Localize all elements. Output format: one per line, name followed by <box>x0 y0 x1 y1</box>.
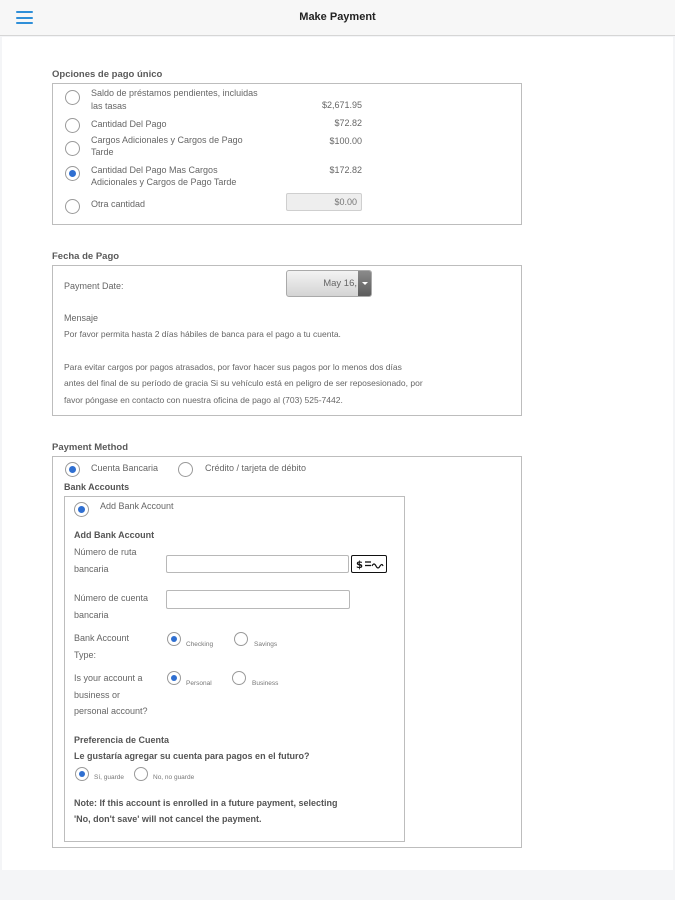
add-bank-account-radio[interactable] <box>74 502 89 517</box>
business-label: Business <box>252 680 279 687</box>
message-title: Mensaje <box>64 313 99 323</box>
routing-number-label-1: Número de ruta <box>74 547 137 557</box>
bank-account-method-label: Cuenta Bancaria <box>91 463 159 473</box>
account-owner-label-1: Is your account a <box>74 673 143 683</box>
option-payment-amount-label: Cantidad Del Pago <box>91 119 167 129</box>
account-owner-label-3: personal account? <box>74 706 148 716</box>
add-bank-account-option-label: Add Bank Account <box>100 501 174 511</box>
option-payment-amount-radio[interactable] <box>65 118 80 133</box>
option-payment-plus-fees-label-2: Adicionales y Cargos de Pago Tarde <box>91 177 237 187</box>
add-bank-account-title: Add Bank Account <box>74 530 155 540</box>
option-fees-radio[interactable] <box>65 141 80 156</box>
option-fees-label-1: Cargos Adicionales y Cargos de Pago <box>91 135 243 145</box>
late-fee-warning-line-3: favor póngase en contacto con nuestra oficina de pago al (703) 525-7442. <box>64 395 343 405</box>
save-no-label: No, no guarde <box>153 774 195 781</box>
save-yes-label: Sí, guarde <box>94 774 124 781</box>
save-no-radio[interactable] <box>134 767 148 781</box>
one-time-options-label: Opciones de pago único <box>52 69 163 80</box>
note-line-1: Note: If this account is enrolled in a future payment, selecting <box>74 798 338 808</box>
option-outstanding-balance-amount: $2,671.95 <box>321 100 362 110</box>
payment-date-value: May 16, <box>323 278 357 289</box>
account-owner-label-2: business or <box>74 690 121 700</box>
check-scan-icon-dollar: $ <box>356 560 363 571</box>
option-payment-plus-fees-radio[interactable] <box>65 166 80 181</box>
routing-number-input[interactable] <box>166 555 349 573</box>
option-other-amount-label: Otra cantidad <box>91 199 146 209</box>
option-other-amount-radio[interactable] <box>65 199 80 214</box>
check-scan-icon[interactable] <box>351 555 387 573</box>
account-number-input[interactable] <box>166 590 350 609</box>
savings-radio[interactable] <box>234 632 248 646</box>
page-title: Make Payment <box>299 11 376 23</box>
checking-label: Checking <box>186 641 214 648</box>
save-yes-radio[interactable] <box>75 767 89 781</box>
late-fee-warning-line-2: antes del final de su período de gracia Si su vehículo está en peligro de ser reposesionado, por <box>64 378 423 388</box>
option-fees-label-2: Tarde <box>91 147 114 157</box>
personal-label: Personal <box>186 680 212 687</box>
option-outstanding-balance-label-2: las tasas <box>91 101 127 111</box>
bank-account-method-radio[interactable] <box>65 462 80 477</box>
late-fee-warning-line-1: Para evitar cargos por pagos atrasados, por favor hacer sus pagos por lo menos dos días <box>64 362 402 372</box>
payment-date-picker[interactable] <box>286 270 372 297</box>
option-payment-plus-fees-label-1: Cantidad Del Pago Mas Cargos <box>91 165 218 175</box>
note-line-2: 'No, don't save' will not cancel the payment. <box>74 814 262 824</box>
routing-number-label-2: bancaria <box>74 564 109 574</box>
option-payment-amount-amount: $72.82 <box>334 118 362 128</box>
personal-radio[interactable] <box>167 671 181 685</box>
top-bar <box>0 0 675 36</box>
chevron-down-icon <box>358 271 371 296</box>
payment-date-label: Payment Date: <box>64 281 124 291</box>
option-payment-plus-fees-amount: $172.82 <box>329 165 362 175</box>
option-outstanding-balance-radio[interactable] <box>65 90 80 105</box>
checking-radio[interactable] <box>167 632 181 646</box>
account-number-label-2: bancaria <box>74 610 109 620</box>
business-radio[interactable] <box>232 671 246 685</box>
option-fees-amount: $100.00 <box>329 136 362 146</box>
card-method-label: Crédito / tarjeta de débito <box>205 463 307 473</box>
account-type-label-2: Type: <box>74 650 97 660</box>
payment-date-section-label: Fecha de Pago <box>52 251 120 262</box>
save-account-question: Le gustaría agregar su cuenta para pagos en el futuro? <box>74 751 310 761</box>
message-text: Por favor permita hasta 2 días hábiles de banca para el pago a tu cuenta. <box>64 329 341 339</box>
account-number-label-1: Número de cuenta <box>74 593 149 603</box>
card-method-radio[interactable] <box>178 462 193 477</box>
payment-method-label: Payment Method <box>52 442 129 453</box>
account-type-label-1: Bank Account <box>74 633 130 643</box>
savings-label: Savings <box>254 641 278 648</box>
option-outstanding-balance-label-1: Saldo de préstamos pendientes, incluidas <box>91 88 258 98</box>
account-preference-title: Preferencia de Cuenta <box>74 735 170 745</box>
other-amount-input[interactable] <box>286 193 362 211</box>
bank-accounts-label: Bank Accounts <box>64 482 130 492</box>
